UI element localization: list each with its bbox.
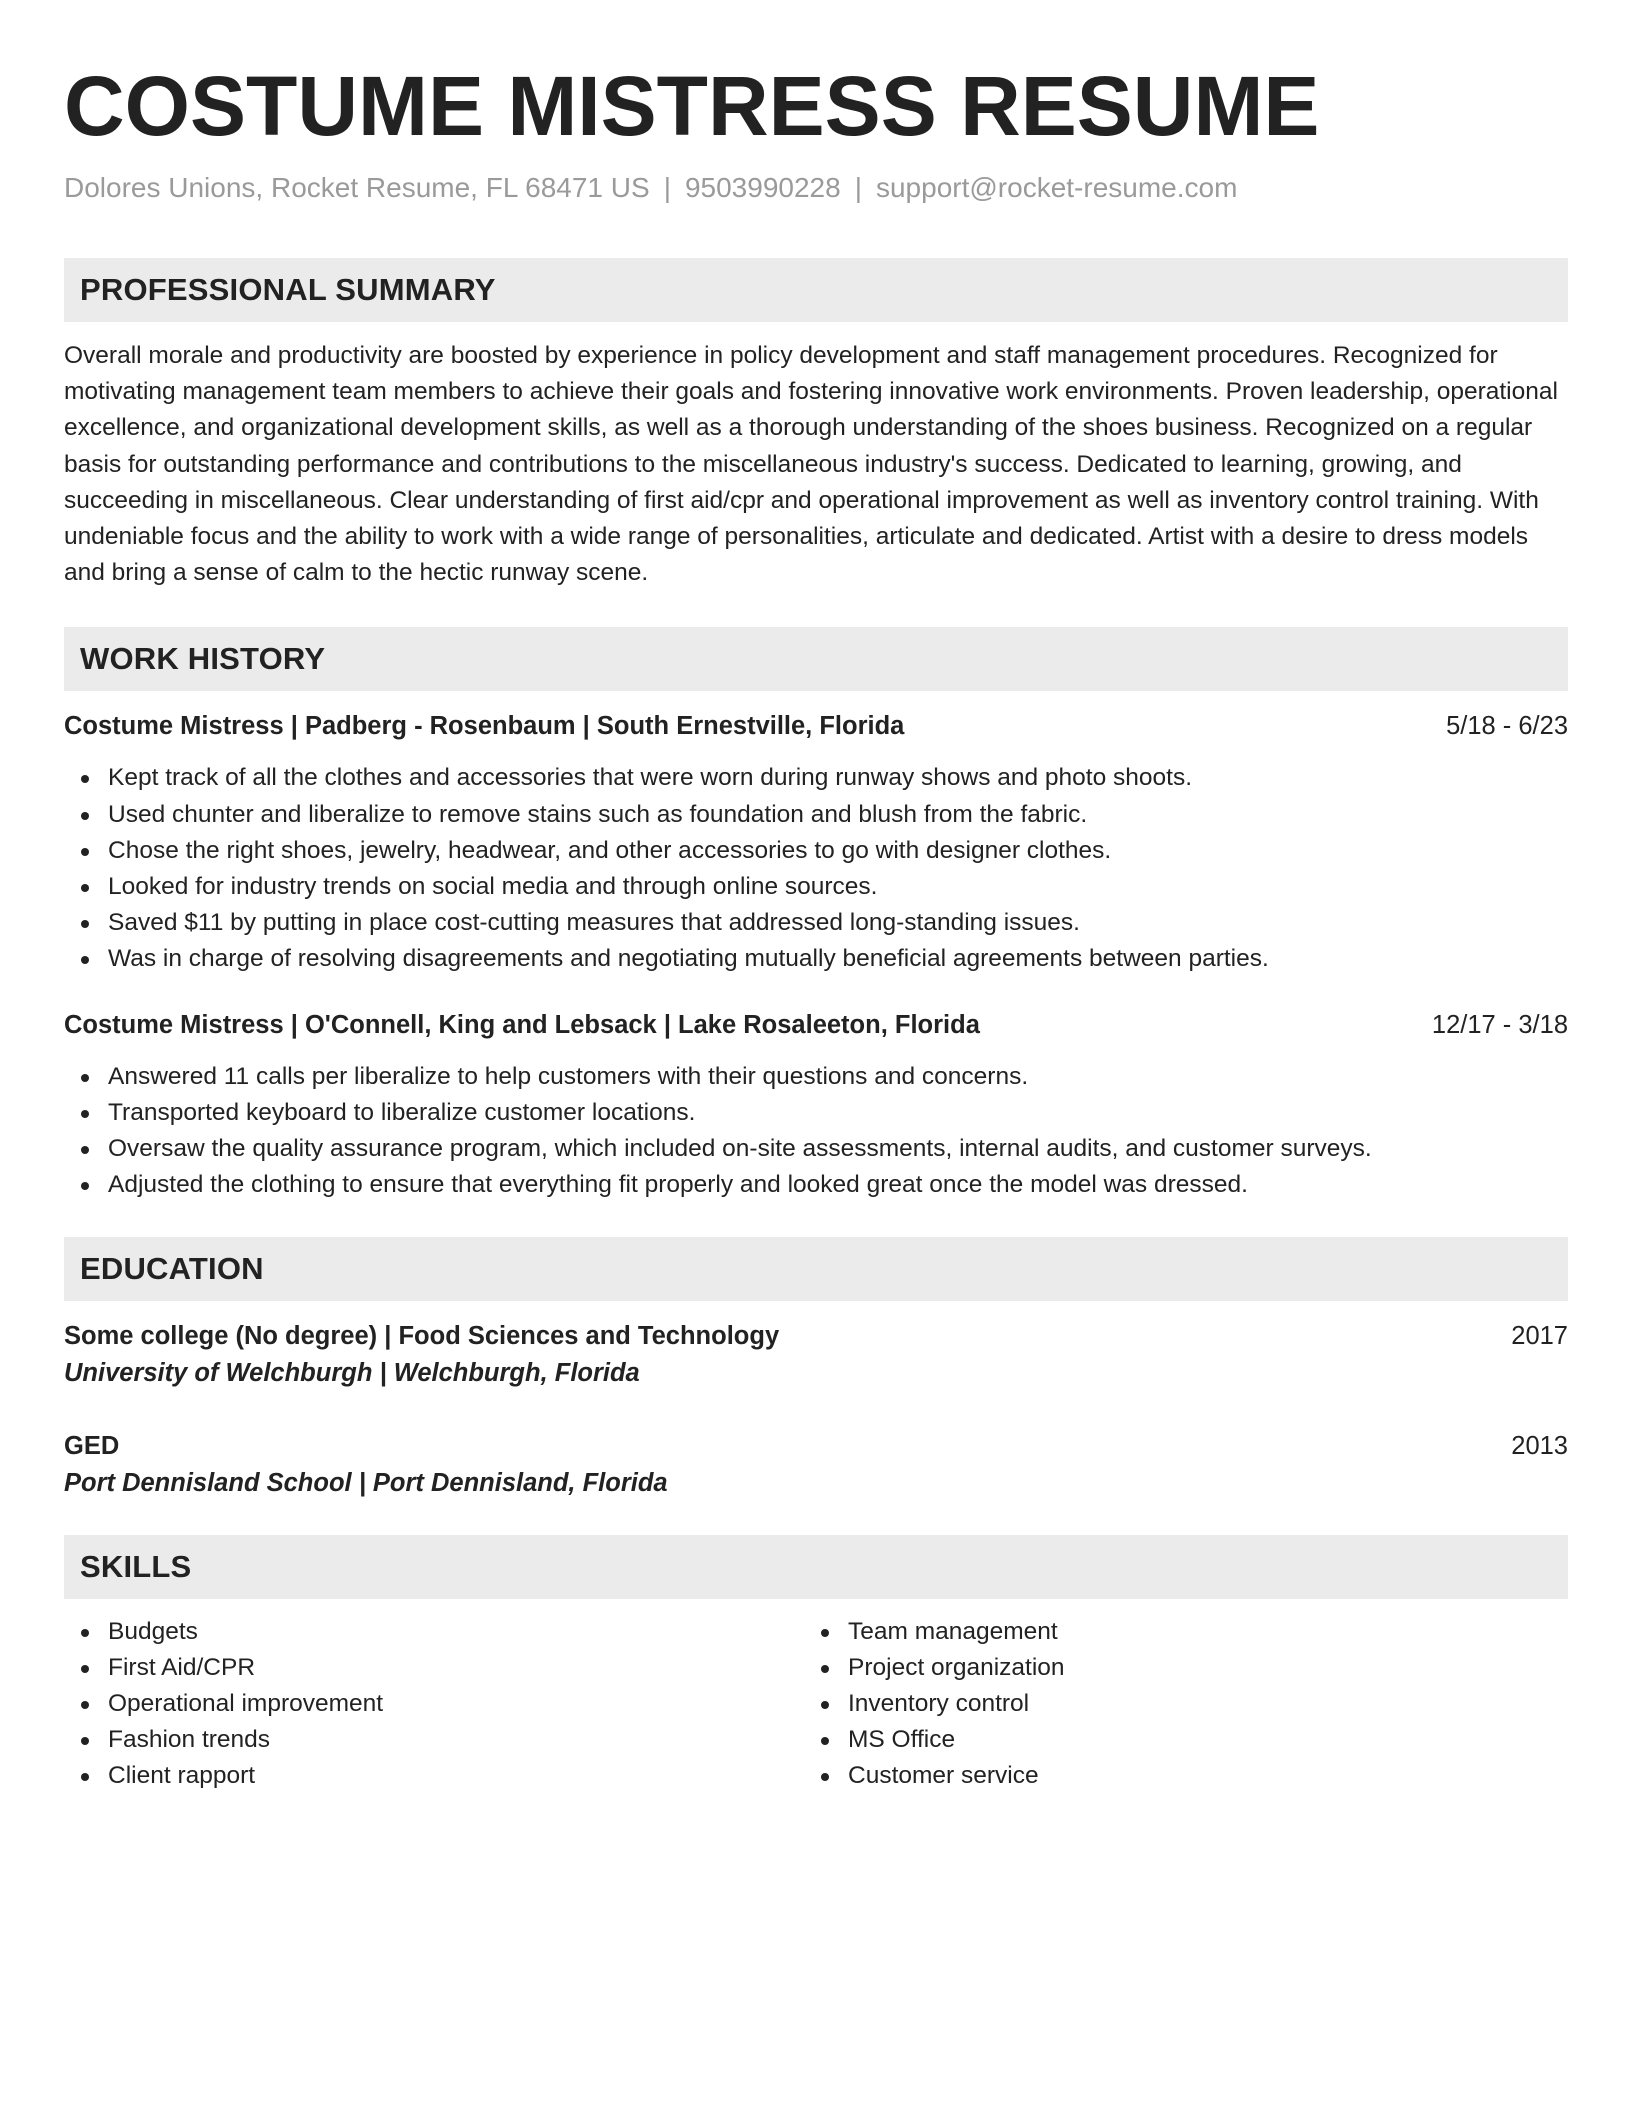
contact-address: Dolores Unions, Rocket Resume, FL 68471 US — [64, 172, 650, 203]
section-header-education: EDUCATION — [64, 1237, 1568, 1301]
contact-separator: | — [663, 172, 671, 203]
education-entry — [64, 1319, 1568, 1391]
skill-item: First Aid/CPR — [64, 1650, 804, 1686]
job-dates: 5/18 - 6/23 — [1446, 712, 1568, 741]
job-bullet-list — [64, 1059, 1568, 1204]
job-bullet: Was in charge of resolving disagreements and negotiating mutually beneficial agreements between parties. — [64, 941, 1568, 977]
contact-phone: 9503990228 — [684, 172, 841, 203]
skill-item: Customer service — [804, 1758, 1544, 1794]
job-heading: Costume Mistress | Padberg - Rosenbaum | South Ernestville, Florida — [64, 712, 905, 741]
job-bullet: Kept track of all the clothes and accessories that were worn during runway shows and photo shoots. — [64, 760, 1568, 796]
education-school: Port Dennisland School | Port Dennisland, Florida — [64, 1469, 668, 1498]
education-degree: GED — [64, 1432, 120, 1461]
education-degree: Some college (No degree) | Food Sciences and Technology — [64, 1322, 780, 1351]
job-entry — [64, 709, 1568, 977]
education-school: University of Welchburgh | Welchburgh, Florida — [64, 1359, 640, 1388]
section-header-work-history: WORK HISTORY — [64, 627, 1568, 691]
job-bullet: Oversaw the quality assurance program, which included on-site assessments, internal audits, and customer surveys. — [64, 1131, 1568, 1167]
education-heading-row — [64, 1319, 1568, 1353]
job-heading-row — [64, 1008, 1568, 1042]
job-entry — [64, 1008, 1568, 1204]
skill-item: Fashion trends — [64, 1722, 804, 1758]
job-dates: 12/17 - 3/18 — [1431, 1010, 1568, 1039]
skill-item: Client rapport — [64, 1758, 804, 1794]
job-heading-row — [64, 709, 1568, 743]
job-bullet: Transported keyboard to liberalize customer locations. — [64, 1095, 1568, 1131]
job-bullet: Looked for industry trends on social media and through online sources. — [64, 869, 1568, 905]
skill-item: Project organization — [804, 1650, 1544, 1686]
skill-item: MS Office — [804, 1722, 1544, 1758]
skill-item: Team management — [804, 1614, 1544, 1650]
job-bullet: Answered 11 calls per liberalize to help customers with their questions and concerns. — [64, 1059, 1568, 1095]
job-bullet-list — [64, 760, 1568, 977]
skills-list-right — [804, 1614, 1544, 1794]
section-header-skills: SKILLS — [64, 1535, 1568, 1599]
job-heading: Costume Mistress | O'Connell, King and Lebsack | Lake Rosaleeton, Florida — [64, 1010, 980, 1039]
job-bullet: Used chunter and liberalize to remove stains such as foundation and blush from the fabric. — [64, 797, 1568, 833]
skill-item: Budgets — [64, 1614, 804, 1650]
contact-separator: | — [854, 172, 862, 203]
education-heading-row — [64, 1429, 1568, 1463]
education-year: 2017 — [1511, 1322, 1568, 1351]
skills-columns — [64, 1614, 1568, 1794]
resume-title: COSTUME MISTRESS RESUME — [64, 59, 1320, 153]
contact-email: support@rocket-resume.com — [875, 172, 1238, 203]
skill-item: Operational improvement — [64, 1686, 804, 1722]
skills-list-left — [64, 1614, 804, 1794]
job-bullet: Adjusted the clothing to ensure that everything fit properly and looked great once the model was dressed. — [64, 1167, 1568, 1203]
job-bullet: Chose the right shoes, jewelry, headwear, and other accessories to go with designer clothes. — [64, 833, 1568, 869]
contact-line — [64, 170, 1568, 206]
section-header-summary: PROFESSIONAL SUMMARY — [64, 258, 1568, 322]
skill-item: Inventory control — [804, 1686, 1544, 1722]
summary-text: Overall morale and productivity are boosted by experience in policy development and staff management procedures. Recognized for motivating management team members to achieve their goals and fostering innovative work environments. Proven leadership, operational excellence, and organizational development skills, as well as a thorough understanding of the shoes business. Recognized on a regular basis for outstanding performance and contributions to the miscellaneous industry's success. Dedicated to learning, growing, and succeeding in miscellaneous. Clear understanding of first aid/cpr and operational improvement as well as inventory control training. With undeniable focus and the ability to work with a wide range of personalities, articulate and dedicated. Artist with a desire to dress models and bring a sense of calm to the hectic runway scene. — [64, 342, 1558, 587]
education-entry — [64, 1429, 1568, 1501]
job-bullet: Saved $11 by putting in place cost-cutting measures that addressed long-standing issues. — [64, 905, 1568, 941]
education-year: 2013 — [1511, 1432, 1568, 1461]
